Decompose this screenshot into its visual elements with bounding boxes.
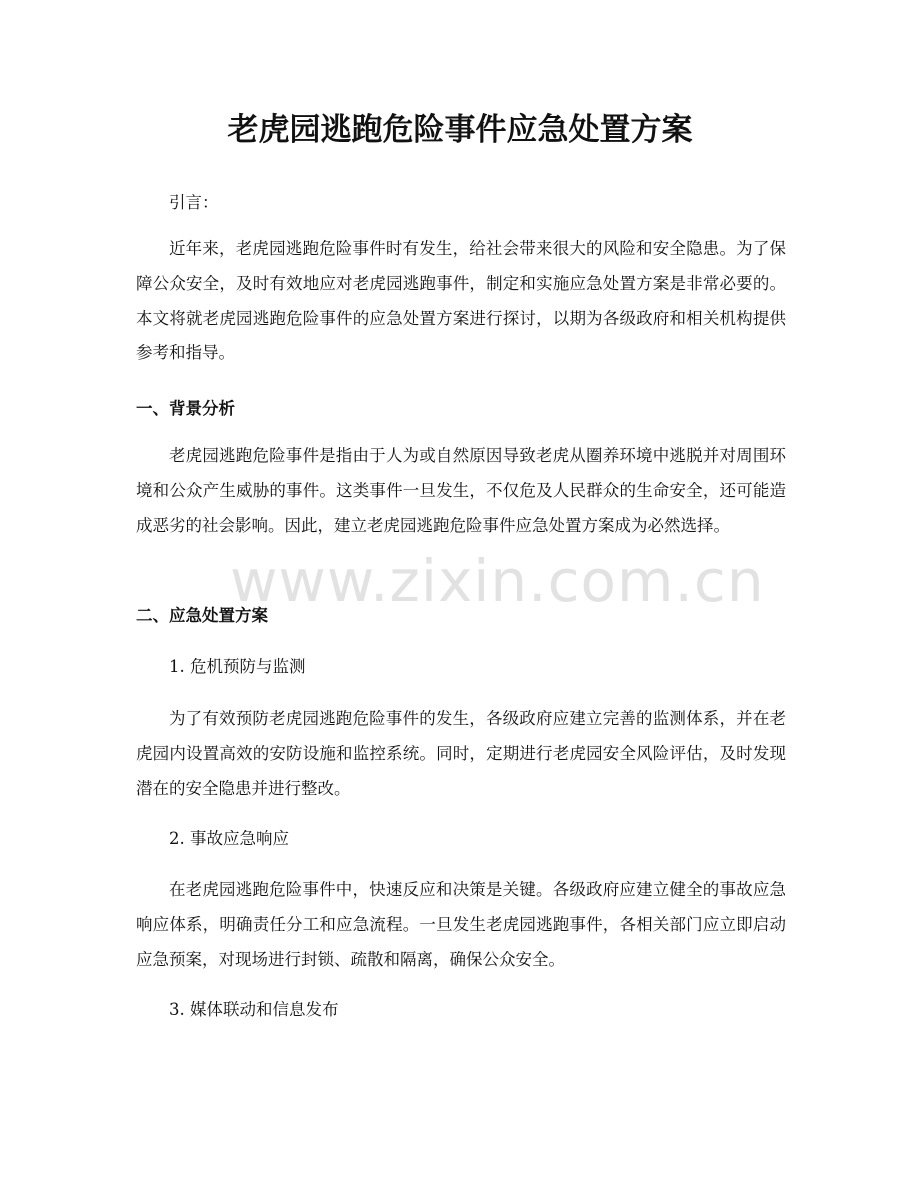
watermark: www.zixin.com.cn	[230, 547, 765, 615]
document-title: 老虎园逃跑危险事件应急处置方案	[227, 112, 693, 148]
section-heading-emergency-plan: 二、应急处置方案	[136, 606, 268, 625]
background-paragraph: 老虎园逃跑危险事件是指由于人为或自然原因导致老虎从圈养环境中逃脱并对周围环境和公众产生威胁的事件。这类事件一旦发生，不仅危及人民群众的生命安全，还可能造成恶劣的社会影响。因此，建立老虎园逃跑危险事件应急处置方案成为必然选择。	[136, 446, 786, 535]
subsection-label-response: 2. 事故应急响应	[169, 829, 289, 848]
response-paragraph: 在老虎园逃跑危险事件中，快速反应和决策是关键。各级政府应建立健全的事故应急响应体系，明确责任分工和应急流程。一旦发生老虎园逃跑事件，各相关部门应立即启动应急预案，对现场进行封锁、疏散和隔离，确保公众安全。	[136, 880, 786, 969]
subsection-label-prevention: 1. 危机预防与监测	[169, 657, 306, 676]
subsection-label-media: 3. 媒体联动和信息发布	[169, 1000, 339, 1019]
section-heading-background: 一、背景分析	[136, 399, 235, 418]
prevention-paragraph: 为了有效预防老虎园逃跑危险事件的发生，各级政府应建立完善的监测体系，并在老虎园内设置高效的安防设施和监控系统。同时，定期进行老虎园安全风险评估，及时发现潜在的安全隐患并进行整改。	[136, 709, 786, 798]
intro-paragraph: 近年来，老虎园逃跑危险事件时有发生，给社会带来很大的风险和安全隐患。为了保障公众安全，及时有效地应对老虎园逃跑事件，制定和实施应急处置方案是非常必要的。本文将就老虎园逃跑危险事件的应急处置方案进行探讨，以期为各级政府和相关机构提供参考和指导。	[136, 239, 786, 363]
intro-label: 引言：	[169, 193, 219, 212]
